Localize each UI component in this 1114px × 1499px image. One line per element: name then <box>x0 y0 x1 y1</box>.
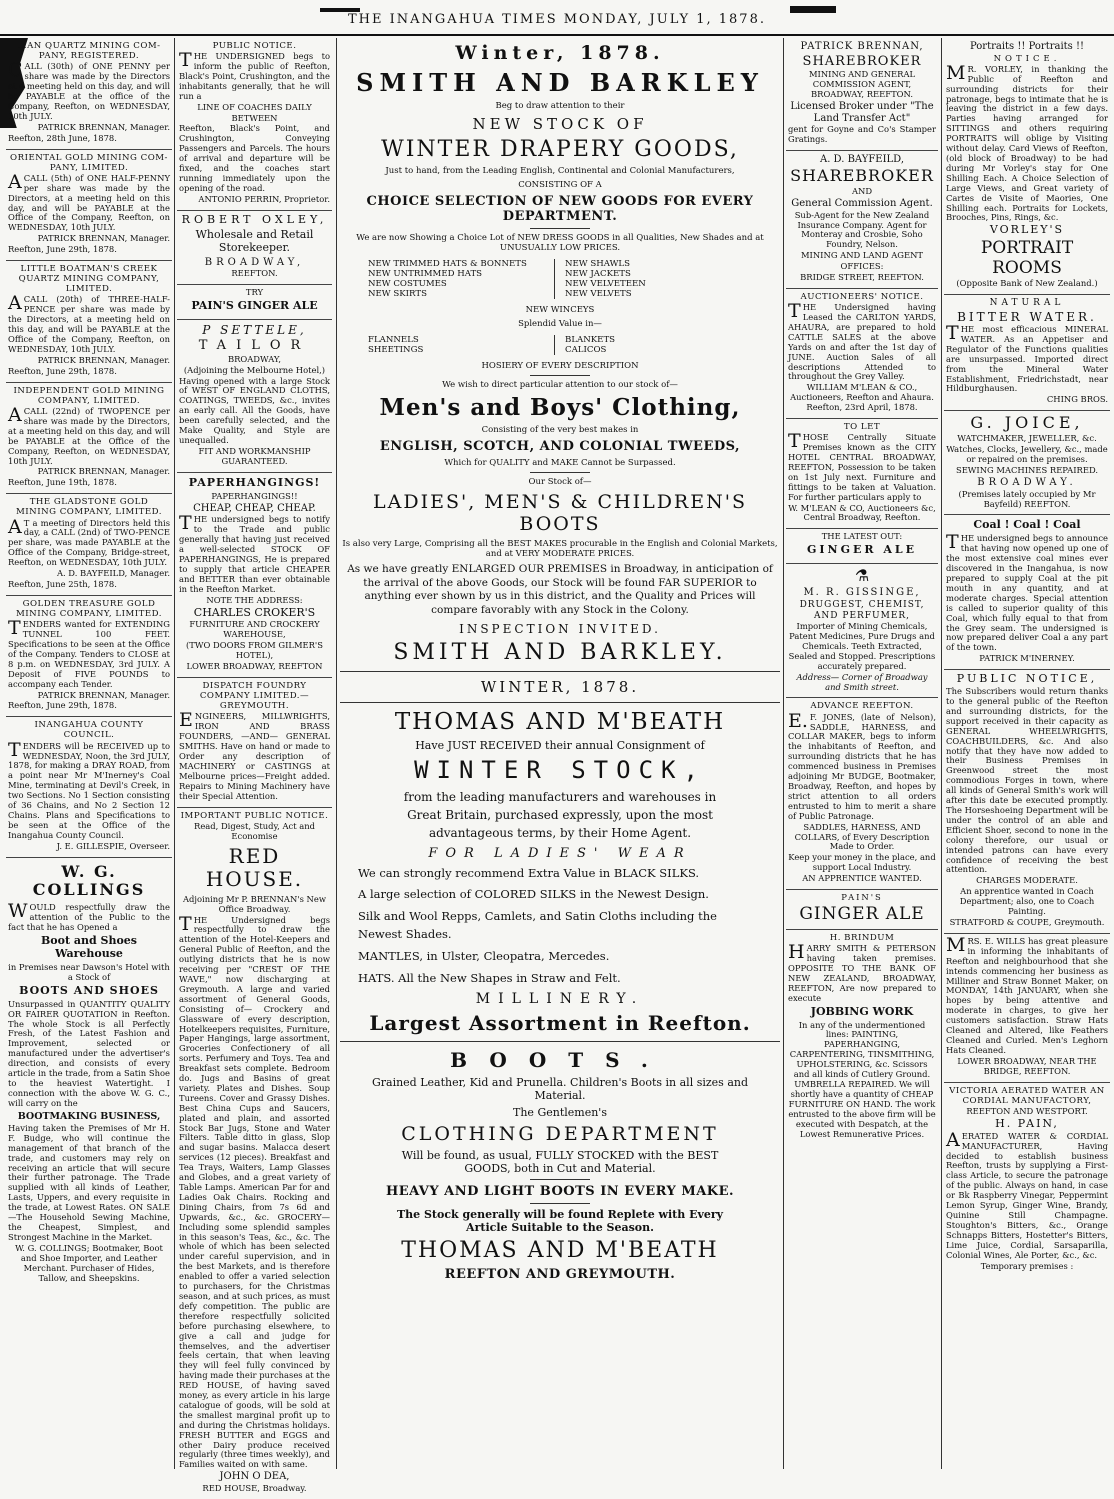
ad-body: THE undersigned begs to notify to the Trade and public generally that having just received a well-selected STOCK OF PAPERHANGINGS, He is prepared to supply that article CHEAPER and BETTER than ever obtainable in the Reefton Market. <box>179 512 330 594</box>
items-right <box>565 259 752 299</box>
notice-county-council <box>6 717 172 857</box>
notice-body: ACALL (22nd) of TWOPENCE per share was made by the Directors, at a meeting held on this day, and will be PAYABLE at the Office of the Company, Reefton, on WEDNESDAY, 10th JULY. <box>8 404 170 466</box>
boots-body: Grained Leather, Kid and Prunella. Children's Boots in all sizes and Material. <box>371 1076 749 1103</box>
notice-sign: PATRICK BRENNAN, Manager. <box>37 466 170 477</box>
winceys: NEW WINCEYS <box>525 305 595 315</box>
column-2 <box>177 38 332 1494</box>
ad-addr: Address— Corner of Broadway and Smith street. <box>796 671 928 692</box>
ad-sub: PAPERHANGINGS!! <box>211 490 298 501</box>
list-item: NEW UNTRIMMED HATS <box>368 269 483 279</box>
column-rule <box>174 38 175 1469</box>
tm-line: A large selection of COLORED SILKS in the Newest Design. <box>358 887 709 902</box>
tm-received: Have JUST RECEIVED their annual Consignment of <box>415 738 705 752</box>
notice-mining-call <box>6 261 172 383</box>
ad-bitter-water <box>944 295 1110 411</box>
ad-coal <box>944 515 1110 670</box>
ad-body2: In any of the undermentioned lines: PAINTING, PAPERHANGING, CARPENTERING, TINSMITHING, UPHOLSTERING, &c. Scissors and all kinds of Cutlery Ground. UMBRELLA REPAIRED. We will shortly have a quantity of CHEAP FURNITURE ON HAND. The work entrusted to the above firm will be executed with Despatch, at the Lowest Remunerative Prices. <box>788 1019 936 1139</box>
ad-heading: PUBLIC NOTICE, <box>956 672 1098 686</box>
dress-line: We are now Showing a Choice Lot of NEW DRESS GOODS in all Qualities, New Shades and at UNUSUALLY LOW PRICES. <box>356 233 764 253</box>
notice-body: ACALL (5th) of ONE HALF-PENNY per share was made by the Directors, at a meeting held on this day, and will be PAYABLE at the Office of the Company, Reefton, on WEDNESDAY, 10th JULY. <box>8 170 170 233</box>
ad-sign: W. G. COLLINGS; Bootmaker, Boot and Shoe Importer, and Leather Merchant. Purchaser of Hides, Tallow, and Sheepskins. <box>15 1242 163 1283</box>
divider <box>530 472 590 473</box>
ad-shop: CHARLES CROKER'S <box>193 605 316 619</box>
ad-notice: NOTICE. <box>993 53 1061 64</box>
column-1 <box>6 38 172 1469</box>
ad-coaches <box>177 38 332 211</box>
ad-sign: ANTONIO PERRIN, Proprietor. <box>198 193 330 204</box>
ad-job: JOBBING WORK <box>810 1004 914 1018</box>
ad-body: Unsurpassed in QUANTITY QUALITY OR FAIRER QUOTATION in Reefton. The whole Stock is all Perfectly Fresh, of the Latest Fashion and Improvement, selected or manufactured under the advertiser's direction, and consists of every article in the trade, from a Satin Shoe to the heaviest Watertight. I connection with the above W. G. C., will carry on the <box>8 998 170 1108</box>
ad-street: BROADWAY. <box>977 476 1077 488</box>
ad-sign: WILLIAM M'LEAN & CO., Auctioneers, Reefton and Ahaura. Reefton, 23rd April, 1878. <box>790 382 934 413</box>
heavy: HEAVY AND LIGHT BOOTS IN EVERY MAKE. <box>385 1184 735 1200</box>
ad-trade: SHAREBROKER <box>790 166 934 186</box>
rule <box>340 1041 780 1042</box>
clothing-dept: CLOTHING DEPARTMENT <box>401 1123 719 1146</box>
ad-portraits <box>944 38 1110 295</box>
mortar-icon: ⚗ <box>854 566 870 586</box>
ad-body: Sub-Agent for the New Zealand Insurance Company. Agent for Monteray and Crosbie, Soho Foundry, Nelson. <box>794 209 930 250</box>
ad-gissing <box>786 564 938 698</box>
consisting-line: CONSISTING OF A <box>518 180 602 190</box>
replete: The Stock generally will be found Replete with Every Article Suitable to the Season. <box>396 1208 724 1235</box>
ad-body: ENGINEERS, MILLWRIGHTS, IRON AND BRASS FOUNDERS, —AND— GENERAL SMITHS. Have on hand or made to Order any description of MACHINERY or CASTINGS at Melbourne prices—Freight added. Repairs to Mining Machinery have their Special Attention. <box>179 709 330 801</box>
column-rule <box>783 38 784 1469</box>
tm-line: HATS. All the New Shapes in Straw and Felt. <box>358 970 621 985</box>
ad-title: PORTRAIT ROOMS <box>980 238 1074 279</box>
ad-collings <box>6 858 172 1289</box>
notice-heading: ...AN QUARTZ MINING COM-PANY, REGISTERED. <box>17 41 161 62</box>
ad-body: THOSE Centrally Situate Premises known as the CITY HOTEL CENTRAL BROADWAY, REEFTON, Possession to be taken on 1st July next. Furniture and fittings to be taken at Valuation. For further particulars apply to <box>788 430 936 502</box>
gentlemens: The Gentlemen's <box>513 1106 607 1120</box>
notice-body: TENDERS will be RECEIVED up to WEDNESDAY, Noon, the 3rd JULY, 1878, for making a DRAY ROAD, from a point near Mr M'Inerney's Coal Mine, terminating at Devil's Creek, in two Sections. No 1 Section consisting of 36 Chains, and No 2 Section 12 Chains. Plans and Specifications to be seen at the Office of the Inangahua County Council. <box>8 738 170 840</box>
drapery-heading: WINTER DRAPERY GOODS, <box>381 137 739 162</box>
tm-body <box>340 865 780 988</box>
ad-licensed: Licensed Broker under "The Land Transfer Act" <box>790 100 934 124</box>
column-center <box>340 38 780 1469</box>
ad-trade: SHAREBROKER <box>802 53 922 69</box>
ad-street: BROADWAY, <box>204 256 305 268</box>
ad-body: MINING AND GENERAL COMMISSION AGENT, BROADWAY, REEFTON. <box>808 69 916 99</box>
ad-ginger-try <box>177 285 332 320</box>
ad-trade: Wholesale and Retail Storekeeper. <box>195 227 314 254</box>
rule <box>340 702 780 703</box>
ad-title: P SETTELE, <box>202 323 307 338</box>
ad-body: THE most efficacious MINERAL WATER. As an Appetiser and Regulator of the Functions qualities are unsurpassed. Imported direct from the Mineral Water Establishment, Friedrichstadt, near Hildburghausen. <box>946 322 1108 394</box>
largest: Largest Assortment in Reefton. <box>369 1011 751 1036</box>
column-5 <box>944 38 1110 1469</box>
choice-heading: CHOICE SELECTION OF NEW GOODS FOR EVERY DEPARTMENT. <box>366 194 754 224</box>
ad-offices: OFFICES: <box>840 261 884 272</box>
ad-auctioneers <box>786 289 938 419</box>
column-4 <box>786 38 938 1469</box>
list-item: NEW TRIMMED HATS & BONNETS <box>368 259 527 269</box>
ad-heading: PUBLIC NOTICE. <box>212 41 297 51</box>
tm-line: We can strongly recommend Extra Value in BLACK SILKS. <box>358 865 700 880</box>
which-line: Which for QUALITY and MAKE Cannot be Surpassed. <box>444 458 676 468</box>
ad-heading: AUCTIONEERS' NOTICE. <box>800 291 924 302</box>
beg-line: Beg to draw attention to their <box>495 101 625 111</box>
list-item: NEW SKIRTS <box>368 289 427 299</box>
ad-title: H. PAIN, <box>995 1116 1059 1130</box>
notice-body: TENDERS wanted for EXTENDING TUNNEL 100 FEET. Specifications to be seen at the Office of the Company. Tenders to CLOSE at 8 p.m. on WEDNESDAY, 3rd JULY. A Deposit of FIVE POUNDS to accompany each Tender. <box>8 617 170 689</box>
notice-date: Reefton, 28th June, 1878. <box>8 132 117 143</box>
ad-name: PAIN'S <box>841 892 883 903</box>
ad-body: THE UNDERSIGNED begs to inform the public of Reefton, Black's Point, Crushington, and the inhabitants generally, that he will run a <box>179 49 330 101</box>
ad-sign2: RED HOUSE, Broadway. <box>202 1483 307 1494</box>
ad-settele <box>177 320 332 472</box>
notice-sign: PATRICK BRENNAN, Manager. <box>37 121 170 132</box>
notice-date: Reefton, June 29th, 1878. <box>8 365 117 376</box>
ad-paperhangings <box>177 473 332 678</box>
ad-body: THE Undersigned begs respectfully to draw the attention of the Hotel-Keepers and General Public of Reefton, and the outlying districts that he is now receiving per "CREST OF THE WAVE," now discharging at Greymouth. A large and varied assortment of General Goods, Consisting of— Crockery and Glassware of every description, Hotelkeepers requisites, Furniture, Paper Hangings, large assortment, Groceries Confectionery of all sorts. Perfumery and Toys. Tea and Breakfast sets complete. Bedroom do. Jugs and Basins of great variety. Plates and Dishes. Soup Tureens. Cover and Grassy Dishes. Best China Cups and Saucers, plated and plain, and assorted Stock Bar Jugs, Stone and Water Filters. Table ditto in glass, Slop and sugar basins. Malacca desert services (12 pieces). Breakfast and Tea Trays, Waiters, Lamp Glasses and Globes, and a great variety of Table Lamps. American Par for and Ladies Oak Chairs. Rocking and Dining Chairs, from 7s 6d and Upwards, &c., &c. GROCERY—Including some splendid samples in this season's Teas, &c., &c. The whole of which has been selected under careful supervision, and in the best Markets, and is therefore enabled to offer a varied selection to purchasers, for the Christmas season, and at such prices, as must defy competition. The public are therefore respectfully solicited before purchasing elsewhere, to give a call and judge for themselves, and the advertiser feels certain, that when leaving they will feel fully convinced by having made their purchases at the RED HOUSE, of having saved money, as every article in his large catalogue of goods, will be sold at the smallest marginal profit up to and during the Christmas holidays. FRESH BUTTER and EGGS and other Dairy produce received regularly (three times weekly), and Families waited on with same. <box>179 912 330 1470</box>
enlarged-para: As we have greatly ENLARGED OUR PREMISES in Broadway, in anticipation of the arrival of the above Goods, our Stock will be found FAR SUPERIOR to anything ever shown by us in this district, and the Quality and Prices will compare favorably with any Stock in the Colony. <box>347 563 773 616</box>
ad-mining: MINING AND LAND AGENT <box>800 250 924 261</box>
ad-body: Having taken the Premises of Mr H. F. Budge, who will continue the management of that branch of the trade, and customers may rely on receiving an article that will secure their further patronage. The Trade supplied with all kinds of Leather, Lasts, Uppers, and every requisite in the trade, at Lowest Rates. ON SALE—The Household Sewing Machine, the Cheapest, Simplest, and Strongest Machine in the Market. <box>8 1122 170 1242</box>
ad-heading: IMPORTANT PUBLIC NOTICE. <box>180 810 329 821</box>
ad-title: BITTER WATER. <box>957 309 1097 324</box>
ad-body: The Subscribers would return thanks to the general public of the Reefton and surrounding districts, for the support received in their capacity as GENERAL WHEELWRIGHTS, COACHBUILDERS, &c. And also notify that they have now added to their Business Premises in Greenwood street the most commodious Forges in town, where all kinds of General Smith's work will after this date be executed promptly. The Horseshoeing Department will be under the control of an able and Efficient Shoer, second to none in the colony therefore, our usual or intended patrons can have every confidence of receiving the best attention. <box>946 686 1108 875</box>
ad-body: THE undersigned begs to announce that having now opened up one of the most extensive coal mines ever discovered in the Inangahua, is now prepared to supply Coal at the pit mouth in any quantity, and at moderate charges. Special attention is called to superior quality of this Coal, which fully equal to that from the Grey seam. The undersigned is now prepared deliver Coal a any part of the town. <box>946 531 1108 653</box>
notice-heading: GOLDEN TREASURE GOLD MINING COMPANY, LIMITED. <box>15 598 162 620</box>
ad-trade: WATCHMAKER, JEWELLER, &c. <box>957 433 1097 444</box>
list-item: BLANKETS <box>565 335 616 345</box>
notice-heading: LITTLE BOATMAN'S CREEK QUARTZ MINING COMPANY, LIMITED. <box>18 264 160 295</box>
ad-sign: LOWER BROADWAY, NEAR THE BRIDGE, REEFTON. <box>957 1055 1097 1076</box>
list-item: SHEETINGS <box>368 345 424 355</box>
will-be: Will be found, as usual, FULLY STOCKED with the BEST GOODS, both in Cut and Material. <box>401 1149 719 1176</box>
ad-body: HARRY SMITH & PETERSON having taken premises. OPPOSITE TO THE BANK OF NEW ZEALAND, BROADWAY, REEFTON, Are now prepared to execute <box>788 941 936 1003</box>
ad-body: Importer of Mining Chemicals, Patent Medicines, Pure Drugs and Chemicals. Teeth Extracted, Sealed and Stopped. Prescriptions accurately prepared. <box>788 621 936 671</box>
ad-try: TRY <box>245 287 264 298</box>
ad-addr-label: NOTE THE ADDRESS: <box>206 594 303 605</box>
consisting2: Consisting of the very best makes in <box>481 425 639 435</box>
ad-body: MR. VORLEY, in thanking the Public of Reefton and surrounding districts for their patronage, begs to intimate that he is leaving the district in a few days. Parties having arranged for SITTINGS and others requiring PORTRAITS will oblige by Visiting without delay. Card Views of Reefton, (old block of Broadway) to be had during Mr Vorley's stay for One Shilling Each. A Choice Selection of Large Views, and Great variety of Cartes de Visite of Maories, One Shilling each. Portraits for Lockets, Brooches, Pins, Rings, &c. <box>946 61 1108 223</box>
ad-title: PATRICK BRENNAN, <box>800 41 924 52</box>
ad-heading: DISPATCH FOUNDRY COMPANY LIMITED.—GREYMOUTH. <box>199 681 310 712</box>
tm2-loc: REEFTON AND GREYMOUTH. <box>444 1267 676 1283</box>
notice-sign: A. D. BAYFEILD, Manager. <box>56 568 170 579</box>
ad-body: E.F. JONES, (late of Nelson), SADDLE, HARNESS, and COLLAR MAKER, begs to inform the inhabitants of Reefton, and surrounding districts that he has commenced business in Premises adjoining Mr BUDGE, Bootmaker, Broadway, Reefton, and hopes by strict attention to all orders entrusted to him to merit a share of Public Patronage. <box>788 709 936 821</box>
notice-body: AT a meeting of Directors held this day, a CALL (2nd) of TWO-PENCE per share, was made PAYABLE at the Office of the Company, Bridge-street, Reefton, on WEDNESDAY, 10th JULY. <box>8 515 170 568</box>
column-rule <box>941 38 942 1469</box>
ad-title: M. R. GISSINGE, <box>803 587 921 599</box>
ad-sewing: SEWING MACHINES REPAIRED. <box>955 464 1099 475</box>
tm-line: MANTLES, in Ulster, Cleopatra, Mercedes. <box>358 948 610 963</box>
ad-body: MRS. E. WILLS has great pleasure in informing the inhabitants of Reefton and neighbourhood that she intends commencing her business as Milliner and Straw Bonnet Maker, on MONDAY, 14th JANUARY, when she hopes by being attentive and moderate in charges, to give her customers satisfaction. Straw Hats Cleaned and Altered, like Feathers Cleaned and Curled. Men's Leghorn Hats Cleaned. <box>946 933 1108 1055</box>
ad-sub: SADDLES, HARNESS, AND COLLARS, of Every Description Made to Order. <box>794 821 930 852</box>
ad-body: AERATED WATER & CORDIAL MANUFACTURER, Having decided to establish business Reefton, trusts by supplying a First-class Article, to secure the patronage of the public. Always on hand, in case or Bk Raspberry Vinegar, Peppermint Lemon Syrup, Ginger Wine, Brandy, Quinine Still Champagne. Stoughton's Bitters, &c., Orange Schnapps Bitters, Hostetter's Bitters, Lime Juice, Cordial, Sarsaparilla, Colonial Wines, Ale Porter, &c., &c. <box>946 1128 1108 1260</box>
ad-sub: BOOTMAKING BUSINESS, <box>17 1110 161 1122</box>
notice-heading: ORIENTAL GOLD MINING COM-PANY, LIMITED. <box>10 152 168 173</box>
ad-town: REEFTON. <box>231 268 278 279</box>
masthead-title: THE INANGAHUA TIMES MONDAY, JULY 1, 1878. <box>348 12 766 27</box>
ink-mark-left <box>320 8 360 12</box>
ink-mark-right <box>790 6 836 13</box>
rule <box>340 671 780 672</box>
ad-title: A. D. BAYFEILD, <box>819 154 905 166</box>
notice-date: Reefton, June 29th, 1878. <box>8 244 117 255</box>
ad-adj: Adjoining Mr P. BRENNAN's New Office Broadway. <box>182 893 327 914</box>
ad-cheap: CHEAP, CHEAP, CHEAP. <box>193 502 316 514</box>
items-list-2 <box>368 335 752 355</box>
ad-heading: ADVANCE REEFTON. <box>810 701 914 712</box>
divider <box>530 1179 590 1180</box>
list-item: NEW VELVETEEN <box>565 279 646 289</box>
ad-opp: (Opposite Bank of New Zealand.) <box>956 278 1098 289</box>
ad-foundry <box>177 678 332 808</box>
ad-app: An apprentice wanted in Coach Department; also, one to Coach Painting. <box>959 886 1095 917</box>
ad-heading: VICTORIA AERATED WATER AN CORDIAL MANUFACTORY, <box>949 1085 1105 1106</box>
notice-mining-call <box>6 38 172 150</box>
divider <box>530 228 590 229</box>
items-list <box>368 259 752 299</box>
ad-sign: W. M'LEAN & CO, Auctioneers &c, Central Broadway, Reefton. <box>788 502 936 523</box>
ad-pains-ginger <box>786 890 938 930</box>
inspection: INSPECTION INVITED. <box>459 621 661 636</box>
list-item: CALICOS <box>565 345 607 355</box>
notice-heading: THE GLADSTONE GOLD MINING COMPANY, LIMITED. <box>15 497 162 518</box>
notice-mining-call <box>6 383 172 495</box>
ad-trade: DRUGGEST, CHEMIST, AND PERFUMER, <box>799 599 925 621</box>
ad-smith-peterson <box>786 930 938 1144</box>
ad-line: LINE OF COACHES DAILY <box>197 101 312 112</box>
ad-route: Reefton, Black's Point, and Crushington, Conveying Passengers and Parcels. The hours of arrival and departure will be fixed, and the coaches start running immediately upon the opening of the road. <box>179 123 330 193</box>
ad-body: in Premises near Dawson's Hotel with a Stock of <box>8 961 170 982</box>
ad-name: VORLEY'S <box>989 223 1065 237</box>
ad-heading: NATURAL <box>989 298 1065 309</box>
ad-sign: PATRICK M'INERNEY. <box>979 653 1075 664</box>
ad-lead: Read, Digest, Study, Act and Economise <box>194 820 315 841</box>
millinery: MILLINERY. <box>475 991 645 1008</box>
ad-body: WOULD respectfully draw the attention of the Public to the fact that he has Opened a <box>8 900 170 933</box>
ad-wills <box>944 934 1110 1083</box>
ad-latest: THE LATEST OUT: <box>821 531 903 542</box>
ad-title: ROBERT OXLEY, <box>181 212 328 226</box>
firm-name: SMITH AND BARKLEY <box>356 68 764 97</box>
notice-heading: INANGAHUA COUNTY COUNCIL. <box>34 720 144 741</box>
ad-bayfeild <box>786 151 938 289</box>
splendid: Splendid Value in— <box>518 319 602 329</box>
ad-between: BETWEEN <box>231 112 278 123</box>
items-left <box>368 335 555 355</box>
ad-joice <box>944 411 1110 515</box>
ad-title: PAPERHANGINGS! <box>188 475 321 489</box>
ad-loc: REEFTON AND WESTPORT. <box>966 1105 1088 1116</box>
just-line: Just to hand, from the Leading English, Continental and Colonial Manufacturers, <box>385 166 735 176</box>
tm2-heading: THOMAS AND M'BEATH <box>401 1238 719 1264</box>
ad-red-house <box>177 808 332 1499</box>
notice-body: CALL (30th) of ONE PENNY per share was made by the Directors at a meeting held on this day, and will be PAYABLE at the office of the Company, Reefton, on WEDNESDAY, 10th JULY. <box>8 59 170 121</box>
ad-sign: JOHN O DEA, <box>219 1471 290 1483</box>
ad-wheelwrights <box>944 670 1110 934</box>
winter-heading: Winter, 1878. <box>455 42 665 64</box>
winter-2: WINTER, 1878. <box>480 677 640 696</box>
ad-jones <box>786 698 938 890</box>
list-item: NEW VELVETS <box>565 289 632 299</box>
ad-wanted: AN APPRENTICE WANTED. <box>802 873 922 884</box>
tm-from: from the leading manufacturers and warehouses in Great Britain, purchased expressly, upon the most advantageous terms, by their Home Agent. <box>403 789 717 840</box>
ad-heading: TO LET <box>843 422 881 433</box>
boots-heading: BOOTS. <box>450 1048 670 1073</box>
notice-sign: PATRICK BRENNAN, Manager. <box>37 689 170 700</box>
ad-tag: FIT AND WORKMANSHIP GUARANTEED. <box>198 445 311 466</box>
ad-title: RED HOUSE. <box>205 843 304 892</box>
ad-sign: STRATFORD & COUPE, Greymouth. <box>949 916 1105 927</box>
ad-sub: BOOTS AND SHOES <box>19 983 159 997</box>
tweeds-heading: ENGLISH, SCOTCH, AND COLONIAL TWEEDS, <box>379 439 741 454</box>
notice-body: ACALL (20th) of THREE-HALF-PENCE per share was made by the Directors, at a meeting held on this day, and will be PAYABLE at the Office of the Company, Reefton, on WEDNESDAY, 10th JULY. <box>8 292 170 355</box>
ad-title: PAIN'S GINGER ALE <box>191 299 318 313</box>
tm-ladies: FOR LADIES' WEAR <box>428 845 692 861</box>
ad-keep: Keep your money in the place, and support Local Industry. <box>788 852 936 873</box>
ad-title: G. JOICE, <box>970 413 1084 433</box>
new-stock: NEW STOCK OF <box>472 115 648 133</box>
ad-sub: Boot and Shoes Warehouse <box>41 934 137 961</box>
ad-body: Having opened with a large Stock of WEST OF ENGLAND CLOTHS, COATINGS, TWEEDS, &c., invites an early call. All the Goods, have been carefully selected, and the Make Quality, and Style are unequalled. <box>179 375 330 445</box>
ladies-heading: LADIES', MEN'S & CHILDREN'S BOOTS <box>373 491 747 535</box>
ad-street: BROADWAY, <box>227 353 282 364</box>
also-line: Is also very Large, Comprising all the BEST MAKES procurable in the English and Colonial Markets, and at VERY MODERATE PRICES. <box>342 539 778 559</box>
ad-charges: CHARGES MODERATE. <box>976 875 1078 886</box>
ad-heading: Portraits !! Portraits !! <box>969 41 1085 52</box>
wish-line: We wish to direct particular attention to our stock of— <box>442 380 678 390</box>
column-rule <box>336 38 337 1469</box>
notice-heading: INDEPENDENT GOLD MINING COMPANY, LIMITED. <box>13 385 165 406</box>
ad-trade: TAILOR <box>198 338 311 354</box>
list-item: NEW JACKETS <box>565 269 631 279</box>
notice-sign: PATRICK BRENNAN, Manager. <box>37 233 170 244</box>
list-item: NEW SHAWLS <box>565 259 631 269</box>
divider <box>530 1203 590 1204</box>
ad-sign: CHING BROS. <box>1046 394 1108 405</box>
ad-and: AND <box>851 185 873 196</box>
ad-victoria <box>944 1083 1110 1277</box>
ad-loc: BRIDGE STREET, REEFTON. <box>800 272 924 283</box>
our-stock: Our Stock of— <box>528 477 592 487</box>
clothing-heading: Men's and Boys' Clothing, <box>379 394 741 421</box>
firm-name-2: SMITH AND BARKLEY. <box>393 639 727 665</box>
ad-title: GINGER ALE <box>807 543 917 557</box>
ad-heading: Coal ! Coal ! Coal <box>973 518 1081 532</box>
ad-title: GINGER ALE <box>799 903 925 924</box>
notice-date: Reefton, June 29th, 1878. <box>8 700 117 711</box>
items-right <box>565 335 752 355</box>
notice-sign: J. E. GILLESPIE, Overseer. <box>56 840 170 851</box>
tm-stock: WINTER STOCK, <box>414 755 706 784</box>
ad-shop-desc: FURNITURE AND CROCKERY WAREHOUSE, <box>189 619 320 640</box>
ad-temp: Temporary premises : <box>980 1260 1074 1271</box>
ad-ginger-latest <box>786 529 938 564</box>
masthead <box>0 0 1114 36</box>
tm-heading: THOMAS AND M'BEATH <box>394 708 726 735</box>
ad-heading: H. BRINDUM <box>829 932 895 943</box>
ad-agent: gent for Goyne and Co's Stamper Gratings. <box>788 124 936 145</box>
notice-mining-call <box>6 150 172 262</box>
ad-to-let <box>786 419 938 529</box>
ad-body: THE Undersigned having Leased the CARLTON YARDS, AHAURA, are prepared to hold CATTLE SALES at the above Yards on and after the 1st day of JUNE. Auction Sales of all descriptions Attended to throughout the Grey Valley. <box>788 300 936 382</box>
ad-title: W. G. COLLINGS <box>32 861 146 900</box>
tm-line: Silk and Wool Repps, Camlets, and Satin Cloths including the Newest Shades. <box>358 909 717 941</box>
notice-mining-call <box>6 494 172 596</box>
ad-prem: (Premises lately occupied by Mr Bayfeild) REEFTON. <box>958 488 1096 509</box>
ad-body: Watches, Clocks, Jewellery, &c., made or repaired on the premises. <box>946 444 1108 464</box>
ad-shop-loc: LOWER BROADWAY, REEFTON <box>186 661 323 672</box>
ad-shop-note: (TWO DOORS FROM GILMER'S HOTEL), <box>186 640 323 661</box>
notice-sign: PATRICK BRENNAN, Manager. <box>37 354 170 365</box>
list-item: NEW COSTUMES <box>368 279 447 289</box>
notice-date: Reefton, June 25th, 1878. <box>8 578 117 589</box>
list-item: FLANNELS <box>368 335 419 345</box>
ad-note: (Adjoining the Melbourne Hotel,) <box>183 364 326 375</box>
notice-date: Reefton, June 19th, 1878. <box>8 477 117 488</box>
divider <box>530 375 590 376</box>
items-left <box>368 259 555 299</box>
hosiery: HOSIERY OF EVERY DESCRIPTION <box>481 361 639 371</box>
notice-tenders <box>6 596 172 717</box>
ad-oxley <box>177 211 332 286</box>
ad-gen: General Commission Agent. <box>791 197 933 209</box>
ad-brennan <box>786 38 938 151</box>
